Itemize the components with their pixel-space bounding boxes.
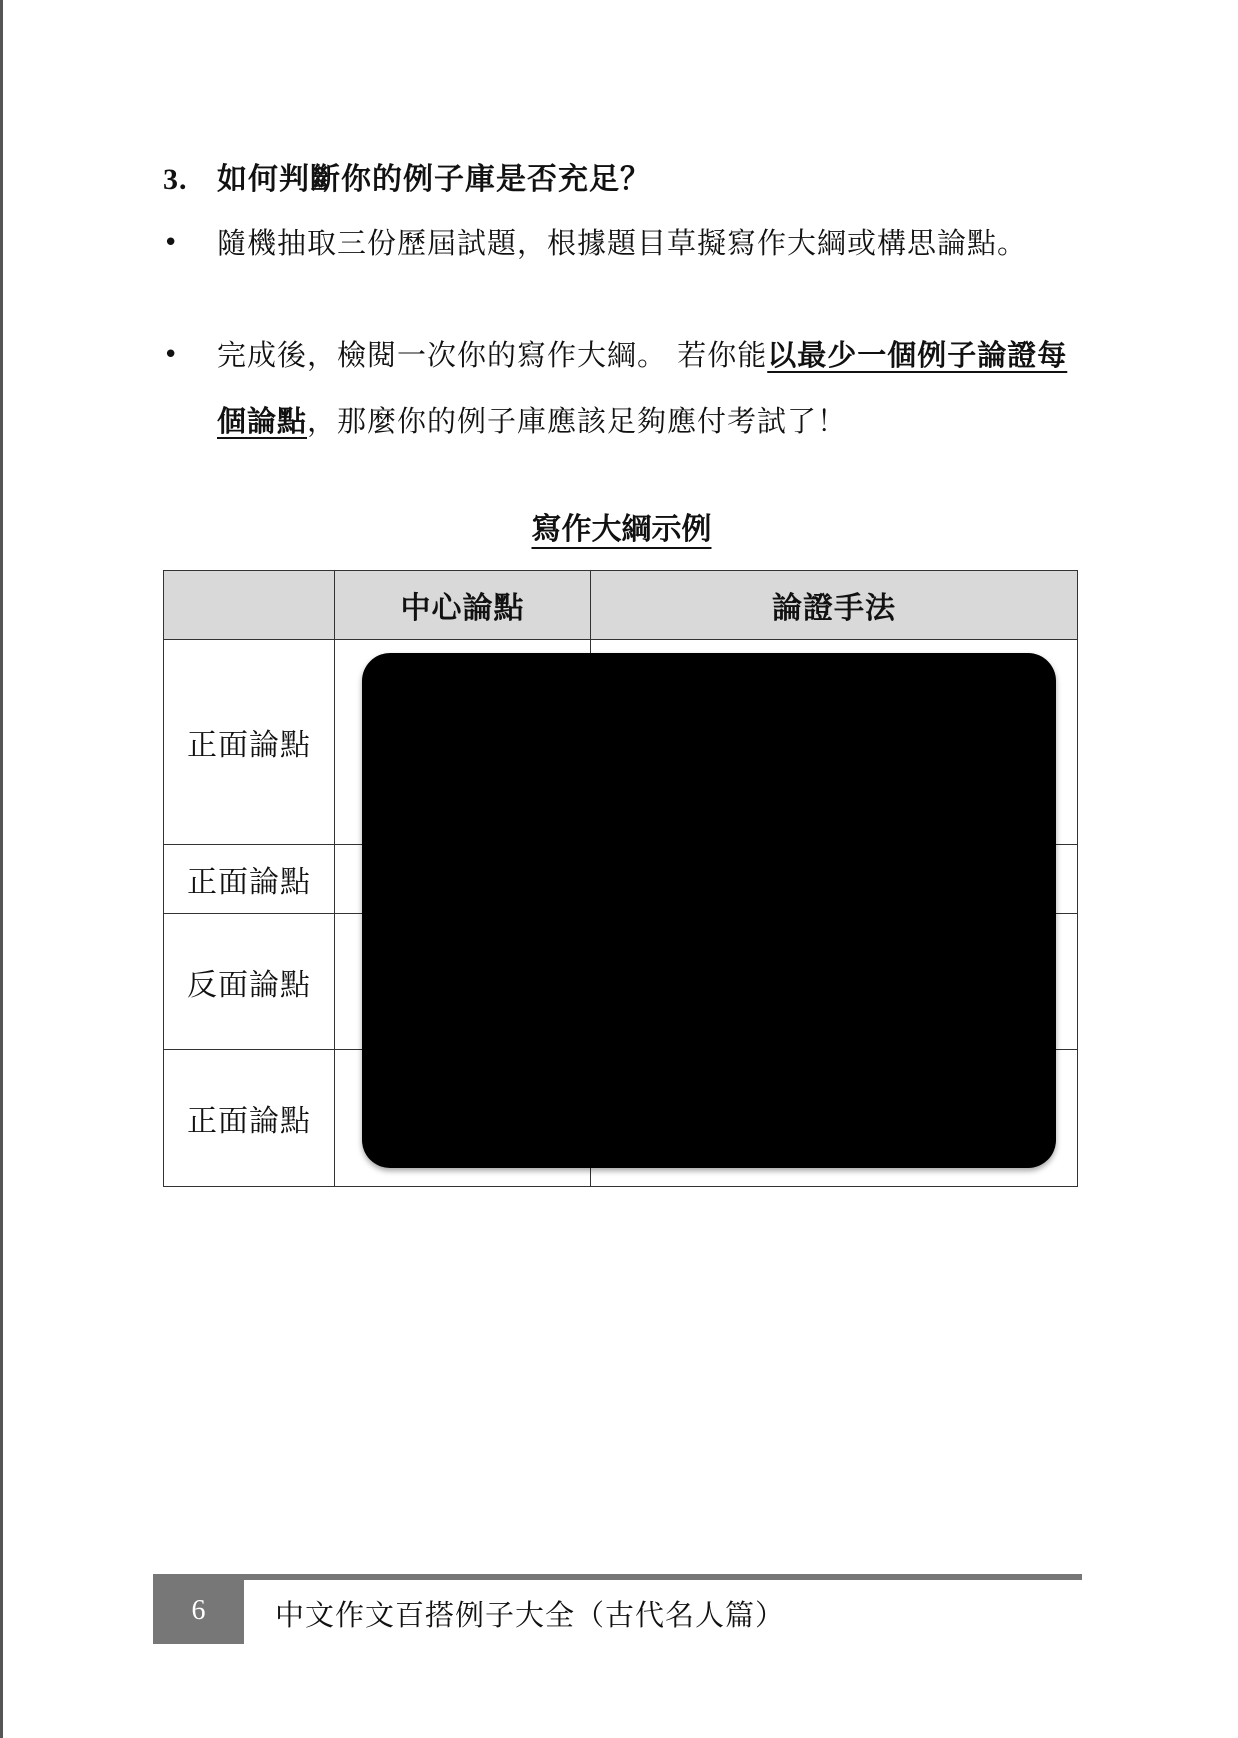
bullet-emphasis: 以最少一個例子論證每個論點 xyxy=(217,338,1068,438)
page-number: 6 xyxy=(153,1574,244,1644)
section-number: 3. xyxy=(163,163,188,196)
bullet-text-before: 完成後，檢閱一次你的寫作大綱。 若你能 xyxy=(217,338,768,372)
row-label: 正面論點 xyxy=(164,1050,335,1187)
section-heading xyxy=(163,160,651,200)
bullet-icon: • xyxy=(163,340,180,370)
row-label: 正面論點 xyxy=(164,640,335,845)
footer-book-title: 中文作文百搭例子大全（古代名人篇） xyxy=(275,1598,786,1632)
header-cell-blank xyxy=(164,571,335,640)
row-label: 正面論點 xyxy=(164,845,335,914)
header-cell-argument-method: 論證手法 xyxy=(591,571,1078,640)
header-cell-central-argument: 中心論點 xyxy=(335,571,591,640)
section-heading-text: 如何判斷你的例子庫是否充足？ xyxy=(217,162,651,197)
table-title-text: 寫作大綱示例 xyxy=(531,512,712,547)
redaction-block xyxy=(362,653,1056,1168)
page-edge-rule xyxy=(0,0,3,1738)
table-header-row xyxy=(164,571,1078,640)
bullet-item xyxy=(163,322,1097,454)
footer-rule xyxy=(153,1574,1082,1580)
bullet-text-after: ，那麼你的例子庫應該足夠應付考試了！ xyxy=(307,404,848,438)
bullet-icon: • xyxy=(163,228,180,258)
row-label: 反面論點 xyxy=(164,914,335,1050)
bullet-text xyxy=(217,322,1097,454)
table-title xyxy=(163,508,1080,552)
bullet-item xyxy=(163,210,1097,276)
bullet-text: 隨機抽取三份歷屆試題，根據題目草擬寫作大綱或構思論點。 xyxy=(217,226,1028,260)
